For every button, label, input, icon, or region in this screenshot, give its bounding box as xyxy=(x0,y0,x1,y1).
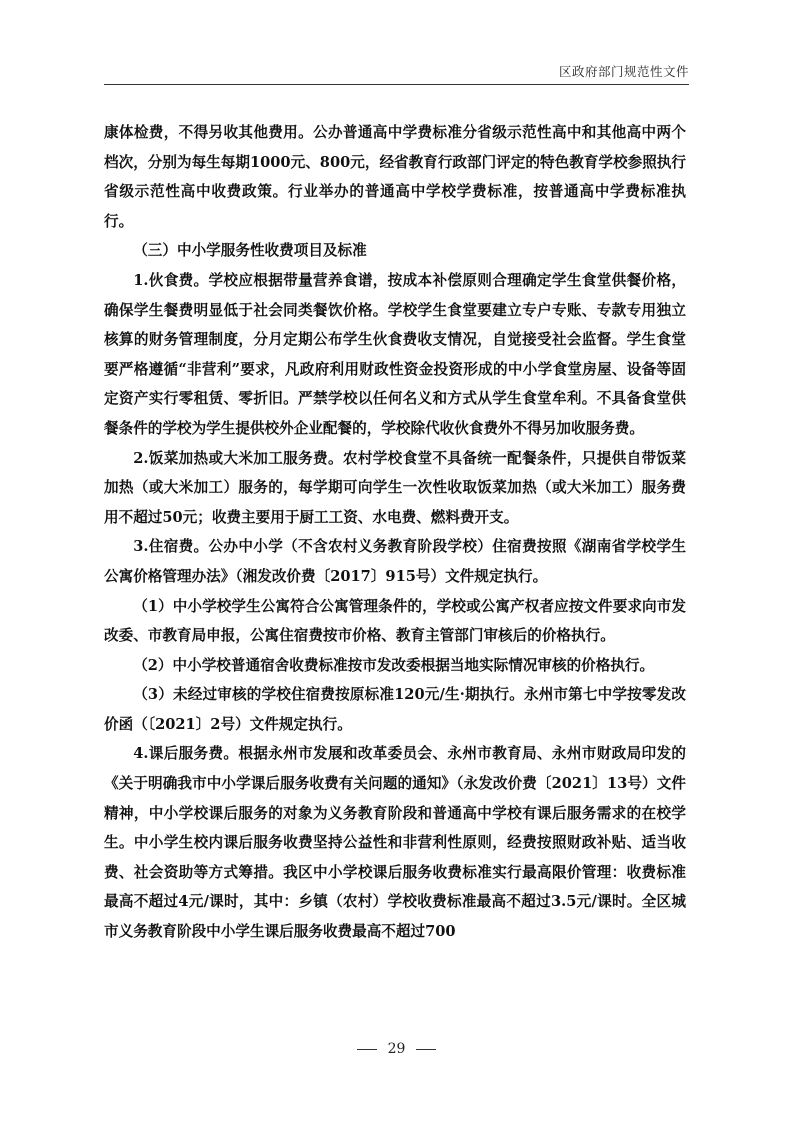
page-footer xyxy=(0,1041,793,1057)
paragraph-meal-fee: 1.伙食费。学校应根据带量营养食谱，按成本补偿原则合理确定学生食堂供餐价格，确保学生餐费明显低于社会同类餐饮价格。学校学生食堂要建立专户专账、专款专用独立核算的财务管理制度，分月定期公布学生伙食费收支情况，自觉接受社会监督。学生食堂要严格遵循“非营利”要求，凡政府利用财政性资金投资形成的中小学食堂房屋、设备等固定资产实行零租赁、零折旧。严禁学校以任何名义和方式从学生食堂牟利。不具备食堂供餐条件的学校为学生提供校外企业配餐的，学校除代收伙食费外不得另加收服务费。 xyxy=(104,271,686,437)
page-number: 29 xyxy=(387,1041,406,1057)
paragraph-fees-continuation: 康体检费，不得另收其他费用。公办普通高中学费标准分省级示范性高中和其他高中两个档次，分别为每生每期1000元、800元，经省教育行政部门评定的特色教育学校参照执行省级示范性高中收费政策。行业举办的普通高中学校学费标准，按普通高中学费标准执行。 xyxy=(104,124,686,230)
footer-dash-right xyxy=(416,1049,436,1050)
running-header: 区政府部门规范性文件 xyxy=(558,64,689,79)
document-body xyxy=(104,118,686,947)
paragraph-unreviewed-item-3: （3）未经过审核的学校住宿费按原标准120元/生·期执行。永州市第七中学按零发改价函（〔2021〕2号）文件规定执行。 xyxy=(104,686,686,733)
paragraph-dorm-item-2: （2）中小学校普通宿舍收费标准按市发改委根据当地实际情况审核的价格执行。 xyxy=(133,656,655,674)
section-heading-service-fees: （三）中小学服务性收费项目及标准 xyxy=(133,242,367,260)
footer-dash-left xyxy=(357,1049,377,1050)
header-rule xyxy=(104,84,689,85)
paragraph-apartment-item-1: （1）中小学校学生公寓符合公寓管理条件的，学校或公寓产权者应按文件要求向市发改委、市教育局申报，公寓住宿费按市价格、教育主管部门审核后的价格执行。 xyxy=(104,597,686,645)
paragraph-accommodation-fee: 3.住宿费。公办中小学（不含农村义务教育阶段学校）住宿费按照《湖南省学校学生公寓价格管理办法》（湘发改价费〔2017〕915号）文件规定执行。 xyxy=(104,538,686,585)
paragraph-heating-fee: 2.饭菜加热或大米加工服务费。农村学校食堂不具备统一配餐条件，只提供自带饭菜加热（或大米加工）服务的，每学期可向学生一次性收取饭菜加热（或大米加工）服务费用不超过50元；收费主要用于厨工工资、水电费、燃料费开支。 xyxy=(104,449,686,526)
paragraph-after-school-fee: 4.课后服务费。根据永州市发展和改革委员会、永州市教育局、永州市财政局印发的《关于明确我市中小学课后服务收费有关问题的通知》（永发改价费〔2021〕13号）文件精神，中小学校课后服务的对象为义务教育阶段和普通高中学校有课后服务需求的在校学生。中小学生校内课后服务收费坚持公益性和非营利性原则，经费按照财政补贴、适当收费、社会资助等方式筹措。我区中小学校课后服务收费标准实行最高限价管理：收费标准最高不超过4元/课时，其中：乡镇（农村）学校收费标准最高不超过3.5元/课时。全区城市义务教育阶段中小学生课后服务收费最高不超过700 xyxy=(104,745,686,941)
